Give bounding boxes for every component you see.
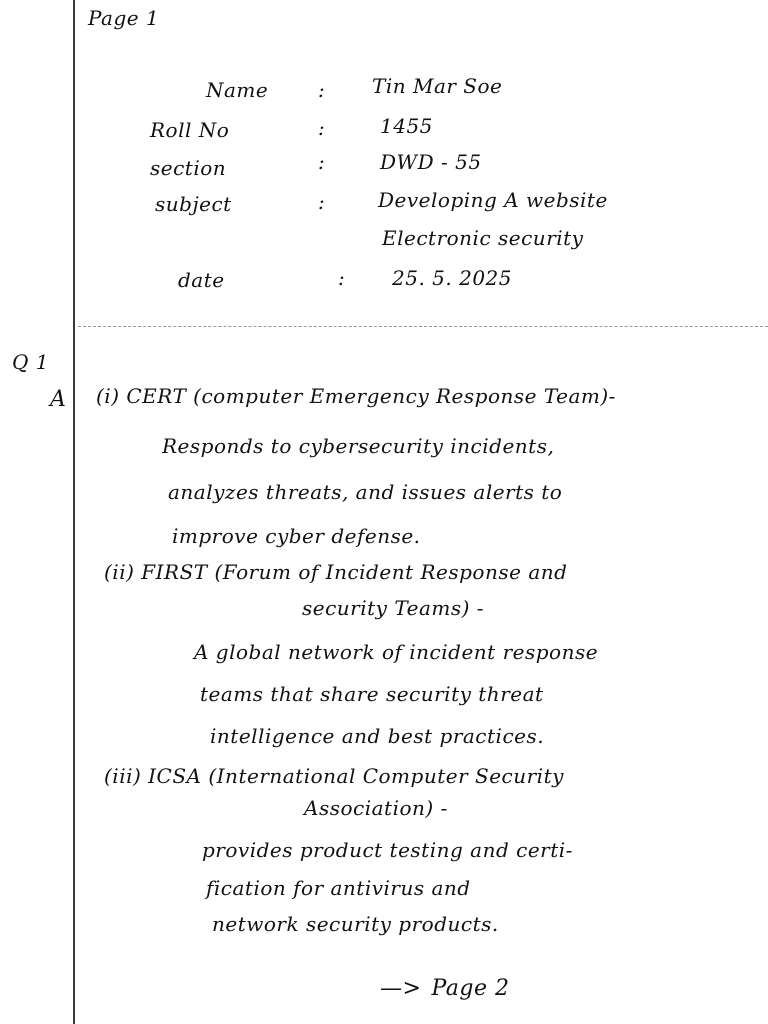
answer-line-2: Responds to cybersecurity incidents, xyxy=(162,434,555,458)
date-label: date xyxy=(178,268,225,292)
margin-line xyxy=(73,0,75,1024)
next-page-label: Page 2 xyxy=(431,976,510,1001)
date-colon: : xyxy=(338,266,346,290)
section-divider xyxy=(78,326,768,327)
answer-line-10: (iii) ICSA (International Computer Security xyxy=(104,764,564,788)
name-value: Tin Mar Soe xyxy=(372,74,503,98)
name-colon: : xyxy=(318,78,326,102)
answer-line-8: teams that share security threat xyxy=(200,682,544,706)
section-value: DWD - 55 xyxy=(380,150,482,174)
answer-line-9: intelligence and best practices. xyxy=(210,724,545,748)
next-page-note xyxy=(380,976,509,1001)
roll-no-label: Roll No xyxy=(150,118,230,142)
subject-label: subject xyxy=(155,192,232,216)
subject-value: Developing A website xyxy=(378,188,608,212)
roll-no-value: 1455 xyxy=(380,114,433,138)
answer-line-5: (ii) FIRST (Forum of Incident Response and xyxy=(104,560,568,584)
page-number: Page 1 xyxy=(88,6,160,30)
subject-value-line-2: Electronic security xyxy=(382,226,584,250)
section-label: section xyxy=(150,156,227,180)
answer-line-4: improve cyber defense. xyxy=(172,524,421,548)
answer-line-3: analyzes threats, and issues alerts to xyxy=(168,480,563,504)
answer-line-6: security Teams) - xyxy=(302,596,485,620)
name-label: Name xyxy=(206,78,269,102)
answer-line-11: Association) - xyxy=(304,796,448,820)
answer-line-1: (i) CERT (computer Emergency Response Team)- xyxy=(96,384,616,408)
answer-line-7: A global network of incident response xyxy=(194,640,599,664)
answer-line-12: provides product testing and certi- xyxy=(202,838,573,862)
section-colon: : xyxy=(318,150,326,174)
arrow-right-icon: —> xyxy=(380,976,422,1001)
date-value: 25. 5. 2025 xyxy=(392,266,513,290)
question-number: Q 1 xyxy=(12,350,49,374)
subject-colon: : xyxy=(318,190,326,214)
roll-no-colon: : xyxy=(318,116,326,140)
answer-line-14: network security products. xyxy=(212,912,499,936)
answer-line-13: fication for antivirus and xyxy=(206,876,471,900)
answer-mark: A xyxy=(50,387,67,412)
